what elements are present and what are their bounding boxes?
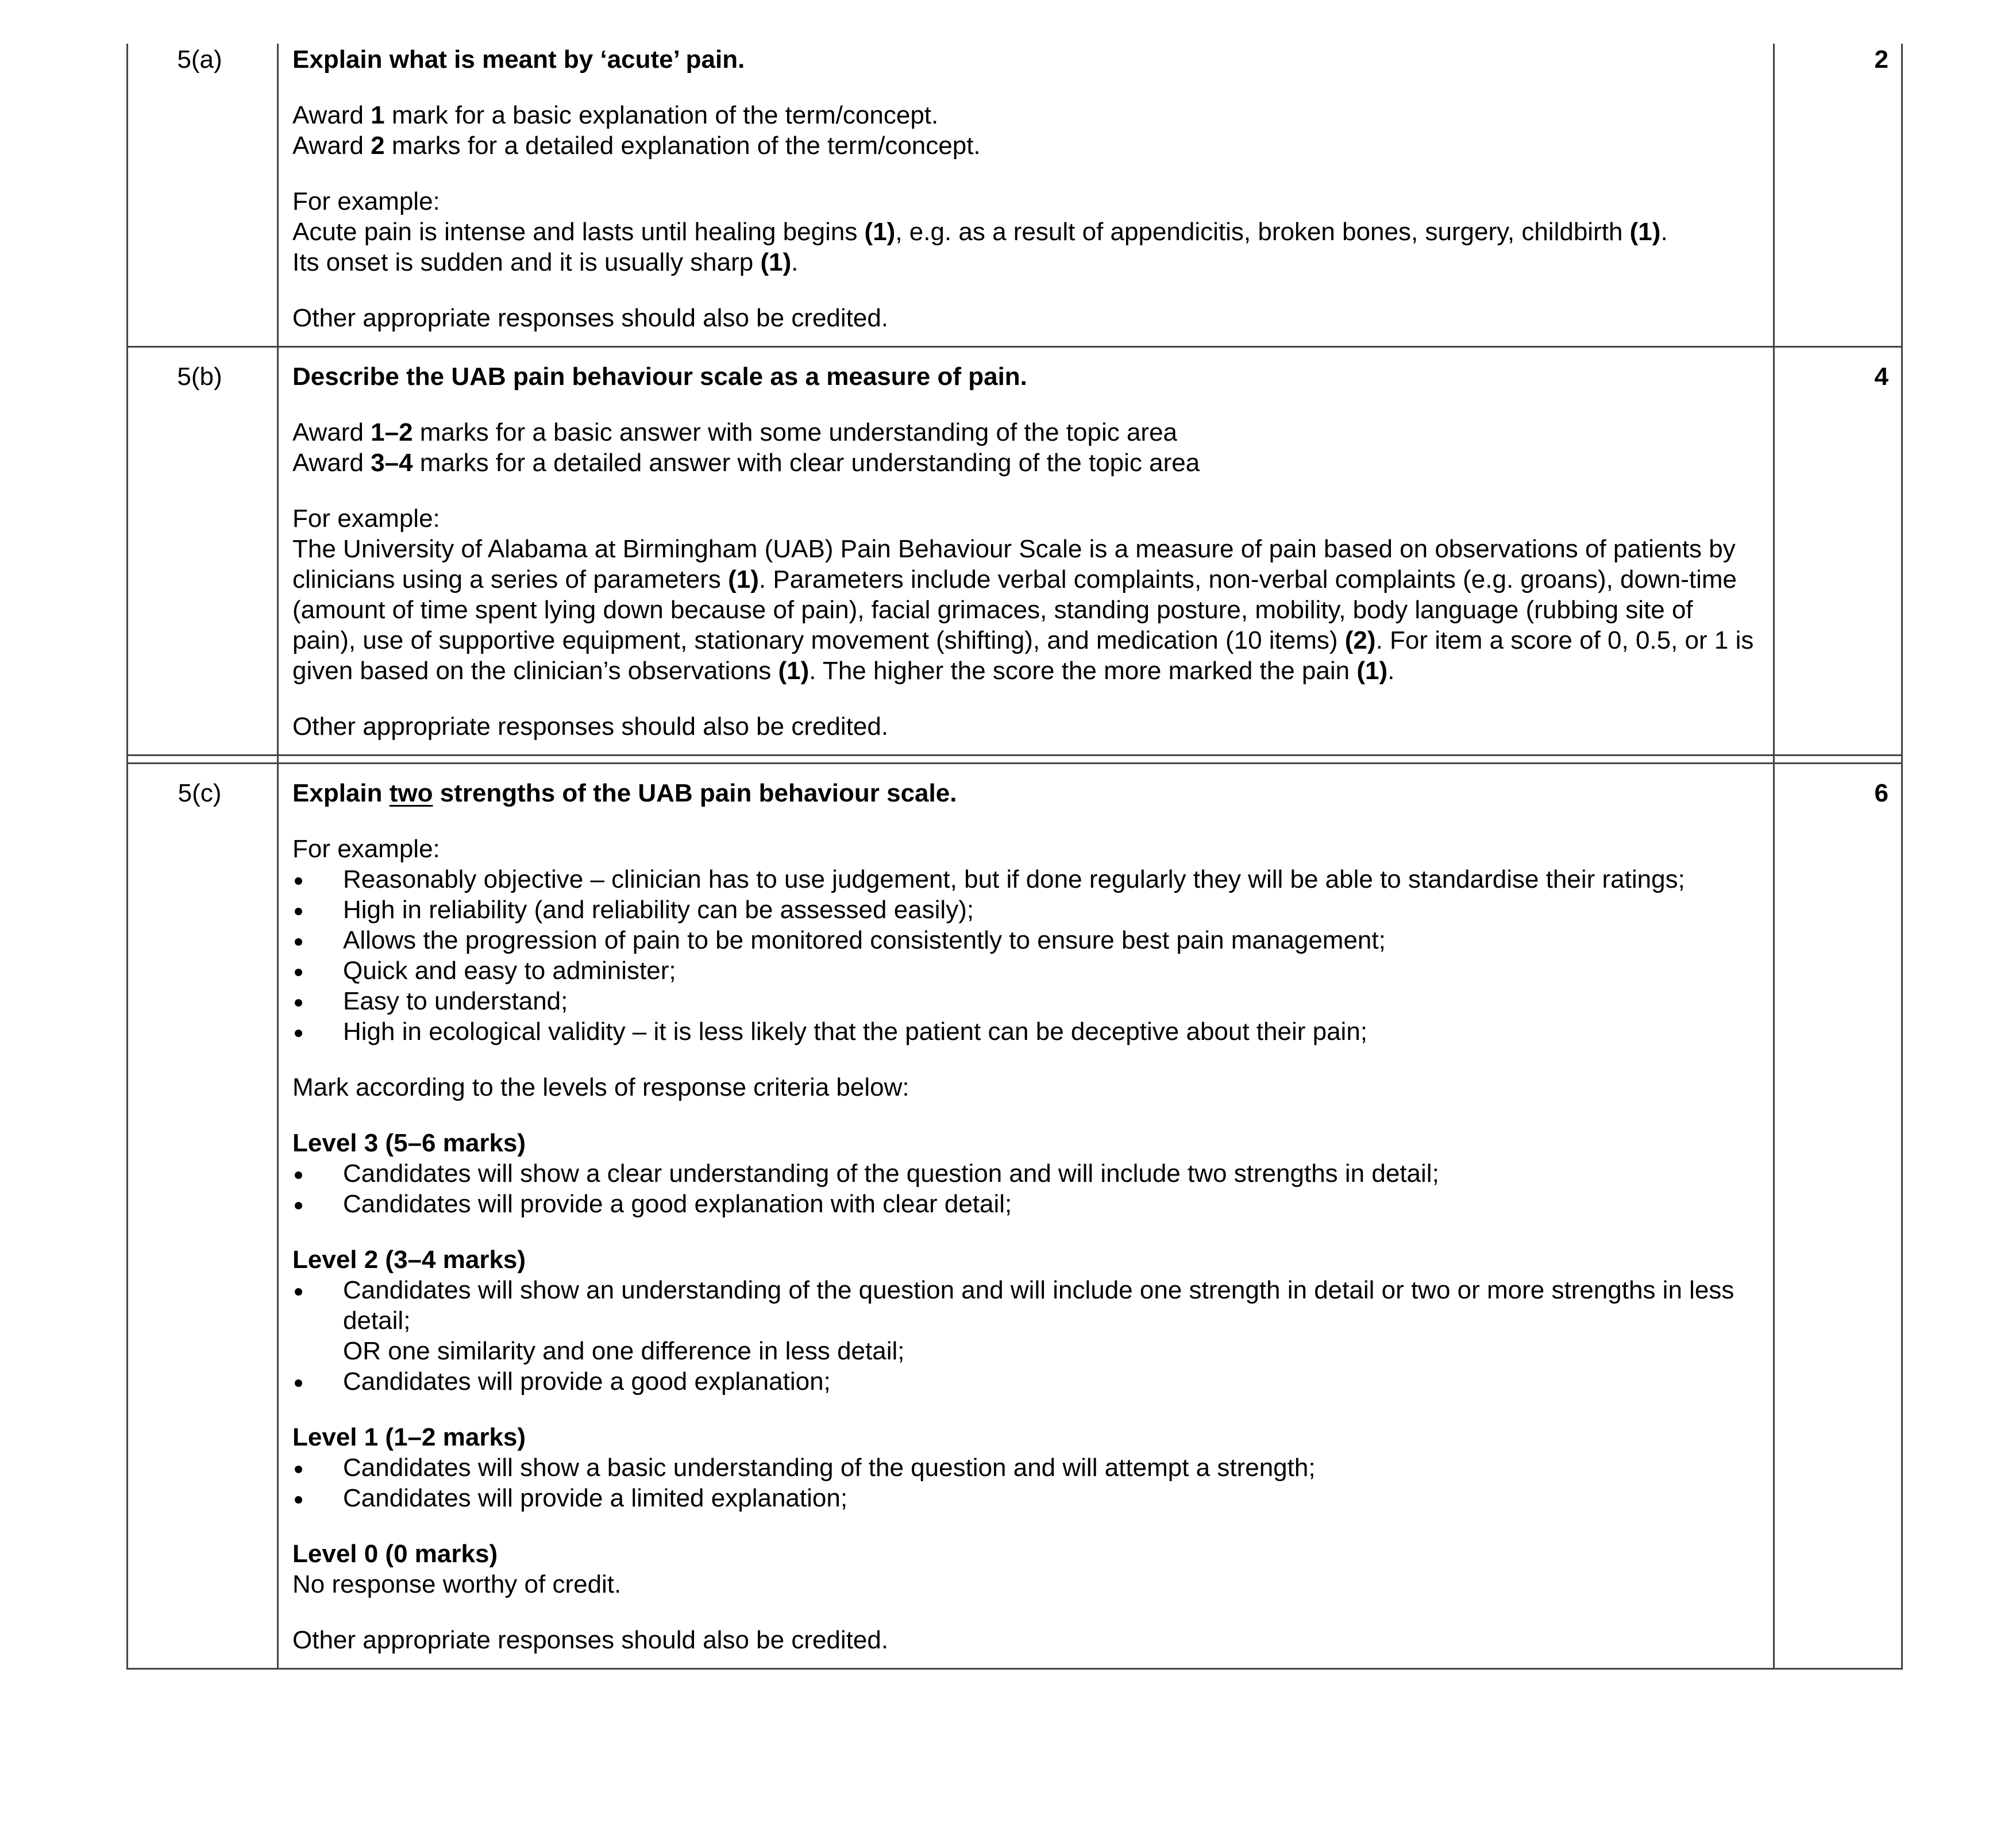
level-0-text: No response worthy of credit.	[292, 1570, 622, 1598]
mark-scheme-table	[126, 44, 1903, 1670]
question-text: Explain what is meant by ‘acute’ pain.	[292, 45, 745, 74]
question-row-5a	[128, 44, 1901, 346]
example-text: The University of Alabama at Birmingham (UAB) Pain Behaviour Scale is a measure of pain based on observations of patients by clinicians using a series of parameters (1). Parameters include verbal complaints, non-verbal complaints (e.g. groans), down-time (amount of time spent lying down because of pain), facial grimaces, standing posture, mobility, body language (rubbing site of pain), use of supportive equipment, stationary movement (shifting), and medication (10 items) (2). For item a score of 0, 0.5, or 1 is given based on the clinician’s observations (1). The higher the score the more marked the pain (1).	[292, 535, 1754, 685]
answer-cell	[279, 348, 1775, 754]
marks-value: 6	[1874, 779, 1888, 807]
level-3-list	[292, 1158, 1759, 1219]
other-responses-note: Other appropriate responses should also be credited.	[292, 304, 889, 332]
example-text: Its onset is sudden and it is usually sharp (1).	[292, 248, 799, 276]
level-heading: Level 3 (5–6 marks)	[292, 1129, 526, 1157]
level-2-list	[292, 1275, 1759, 1397]
list-item: Candidates will show an understanding of the question and will include one strength in detail or two or more strengths in less detail; OR one similarity and one difference in less detail;	[292, 1275, 1759, 1366]
list-item: High in reliability (and reliability can be assessed easily);	[292, 895, 1759, 925]
question-number: 5(b)	[128, 348, 279, 754]
award-line: Award 1–2 marks for a basic answer with some understanding of the topic area	[292, 418, 1178, 446]
answer-cell	[279, 44, 1775, 346]
marks-value: 4	[1874, 363, 1888, 391]
list-item: Quick and easy to administer;	[292, 955, 1759, 986]
question-row-5c	[128, 754, 1901, 1668]
level-1-list	[292, 1452, 1759, 1513]
list-item: Candidates will provide a limited explanation;	[292, 1483, 1759, 1513]
example-text: Acute pain is intense and lasts until healing begins (1), e.g. as a result of appendicitis, broken bones, surgery, childbirth (1).	[292, 218, 1668, 246]
list-item: Reasonably objective – clinician has to use judgement, but if done regularly they will be able to standardise their ratings;	[292, 864, 1759, 895]
question-row-5b	[128, 346, 1901, 754]
level-heading: Level 0 (0 marks)	[292, 1540, 498, 1568]
list-item: Candidates will provide a good explanation;	[292, 1366, 1759, 1397]
list-item: High in ecological validity – it is less likely that the patient can be deceptive about their pain;	[292, 1016, 1759, 1047]
level-heading: Level 2 (3–4 marks)	[292, 1246, 526, 1274]
list-item: Candidates will provide a good explanation with clear detail;	[292, 1189, 1759, 1219]
award-line: Award 2 marks for a detailed explanation of the term/concept.	[292, 132, 981, 160]
marks-value: 2	[1874, 45, 1888, 74]
award-line: Award 1 mark for a basic explanation of the term/concept.	[292, 101, 939, 129]
question-text: Explain two strengths of the UAB pain behaviour scale.	[292, 779, 957, 807]
list-item: Easy to understand;	[292, 986, 1759, 1016]
award-line: Award 3–4 marks for a detailed answer with clear understanding of the topic area	[292, 449, 1200, 477]
example-list	[292, 864, 1759, 1047]
example-label: For example:	[292, 504, 440, 533]
other-responses-note: Other appropriate responses should also be credited.	[292, 712, 889, 741]
question-number: 5(a)	[128, 44, 279, 346]
question-number: 5(c)	[128, 756, 279, 1668]
list-item: Candidates will show a basic understanding of the question and will attempt a strength;	[292, 1452, 1759, 1483]
example-label: For example:	[292, 187, 440, 215]
answer-cell	[279, 756, 1775, 1668]
mark-instructions: Mark according to the levels of response criteria below:	[292, 1073, 909, 1101]
other-responses-note: Other appropriate responses should also be credited.	[292, 1626, 889, 1654]
level-heading: Level 1 (1–2 marks)	[292, 1423, 526, 1451]
question-text: Describe the UAB pain behaviour scale as a measure of pain.	[292, 363, 1027, 391]
list-item: Allows the progression of pain to be monitored consistently to ensure best pain management;	[292, 925, 1759, 955]
list-item: Candidates will show a clear understanding of the question and will include two strengths in detail;	[292, 1158, 1759, 1189]
example-label: For example:	[292, 835, 440, 863]
